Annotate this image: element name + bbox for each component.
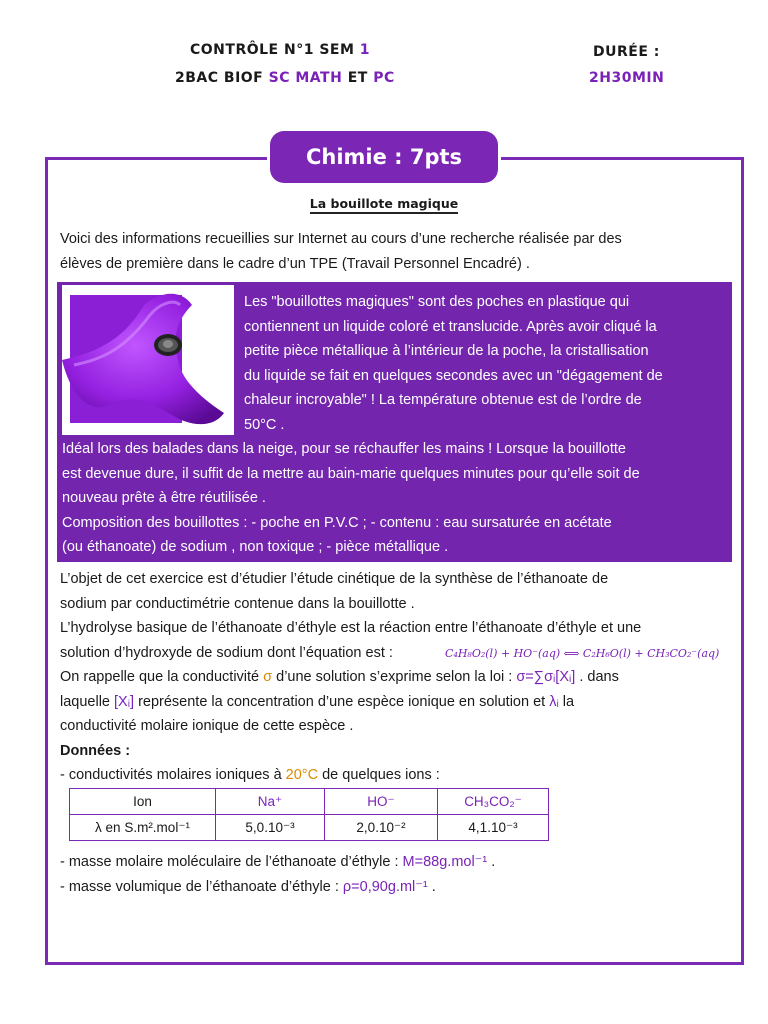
duration-value: 2H30MIN: [589, 70, 665, 86]
table-row: λ en S.m².mol⁻¹ 5,0.10⁻³ 2,0.10⁻² 4,1.10⁻³: [70, 815, 549, 841]
donnees-heading: Données :: [60, 742, 131, 759]
physical-data: - masse molaire moléculaire de l’éthanoate d’éthyle : M=88g.mol⁻¹ . - masse volumique de l’éthanoate d’éthyle : ρ=0,90g.ml⁻¹ .: [60, 854, 496, 895]
box-text-full: Idéal lors des balades dans la neige, pour se réchauffer les mains ! Lorsque la bouillotte est devenue dure, il suffit de la mettre au bain-marie quelques minutes pour qu’elle soit de nouveau prête à être réutilisée . Composition des bouillottes : - poche en P.V.C ; - contenu : eau sursaturée en acétate (ou éthanoate) de sodium , non toxique ; - pièce métallique .: [62, 441, 640, 555]
table-row: Ion Na⁺ HO⁻ CH₃CO₂⁻: [70, 789, 549, 815]
body-text: L’objet de cet exercice est d’étudier l’étude cinétique de la synthèse de l’éthanoate de sodium par conductimétrie contenue dans la bouillotte . L’hydrolyse basique de l’éthanoate d’éthyle est la réaction entre l’éthanoate d’éthyle et une solution d’hydroxyde de sodium dont l’équation est : On rappelle que la conductivité σ d’une solution s’exprime selon la loi : σ=∑σᵢ[Xᵢ] . dans laquelle [Xᵢ] représente la concentration d’une espèce ionique en solution et λᵢ la conductivité molaire ionique de cette espèce . Données : - conductivités molaires ioniques à 20°C de quelques ions :: [60, 567, 735, 788]
intro-text: Voici des informations recueillies sur Internet au cours d’une recherche réalisée par des élèves de première dans le cadre d’un TPE (Travail Personnel Encadré) .: [60, 231, 622, 272]
hot-water-bottle-image: [62, 285, 234, 435]
section-banner: Chimie : 7pts: [270, 131, 498, 183]
duration-label: DURÉE :: [593, 44, 660, 60]
reaction-equation: C₄H₈O₂(l) + HO⁻(aq) ⟺ C₂H₆O(l) + CH₃CO₂⁻(aq): [445, 647, 720, 660]
section-subtitle: La bouillote magique: [0, 196, 768, 211]
exam-class: 2BAC BIOF SC MATH ET PC: [175, 70, 395, 86]
exam-title: CONTRÔLE N°1 SEM 1: [190, 42, 371, 58]
ionic-conductivity-table: [69, 788, 549, 841]
box-text-right: Les "bouillottes magiques" sont des poches en plastique qui contiennent un liquide coloré et translucide. Après avoir cliqué la petite pièce métallique à l’intérieur de la poche, la cristallisation du liquide se fait en quelques secondes avec un "dégagement de chaleur incroyable" ! La température obtenue est de l’ordre de 50°C .: [244, 294, 663, 433]
